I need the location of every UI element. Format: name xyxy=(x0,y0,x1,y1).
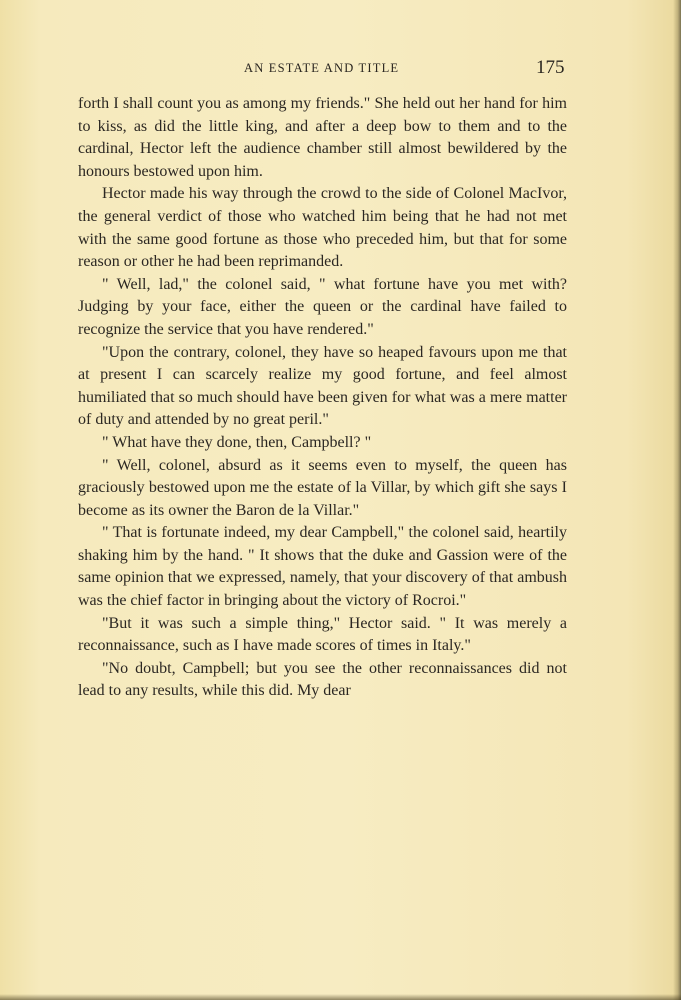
paragraph: forth I shall count you as among my friends." She held out her hand for him to kiss, as did the little king, and after a deep bow to them and to the cardinal, Hector left the audience chamber still almost bewildered by the honours bestowed upon him. xyxy=(78,95,567,180)
page-edge-shadow xyxy=(673,0,681,1000)
running-head xyxy=(0,58,681,82)
page-number: 175 xyxy=(536,57,565,78)
paragraph: Hector made his way through the crowd to the side of Colonel MacIvor, the general verdict of those who watched him being that he had not met with the same good fortune as those who preceded him, but that for some reason or other he had been reprimanded. xyxy=(78,185,567,271)
body-text xyxy=(78,93,567,703)
paragraph: " What have they done, then, Campbell? " xyxy=(102,433,372,451)
paragraph: "Upon the contrary, colonel, they have so heaped favours upon me that at present I can scarcely realize my good fortune, and feel almost humiliated that so much should have been given for what was a mere matter of duty and attended by no great peril." xyxy=(78,343,567,429)
running-title: AN ESTATE AND TITLE xyxy=(244,61,400,75)
paragraph: "No doubt, Campbell; but you see the other reconnaissances did not lead to any results, while this did. My dear xyxy=(78,659,567,700)
paragraph: "But it was such a simple thing," Hector said. " It was merely a reconnaissance, such as I have made scores of times in Italy." xyxy=(78,614,567,655)
paragraph: " That is fortunate indeed, my dear Campbell," the colonel said, heartily shaking him by the hand. " It shows that the duke and Gassion were of the same opinion that we expressed, namely, that your discovery of that ambush was the chief factor in bringing about the victory of Rocroi." xyxy=(78,524,567,610)
page-bottom-shadow xyxy=(0,994,681,1000)
paragraph: " Well, lad," the colonel said, " what fortune have you met with? Judging by your face, either the queen or the cardinal have failed to recognize the service that you have rendered." xyxy=(78,275,567,338)
paragraph: " Well, colonel, absurd as it seems even to myself, the queen has graciously bestowed upon me the estate of la Villar, by which gift she says I become as its owner the Baron de la Villar." xyxy=(78,456,567,519)
